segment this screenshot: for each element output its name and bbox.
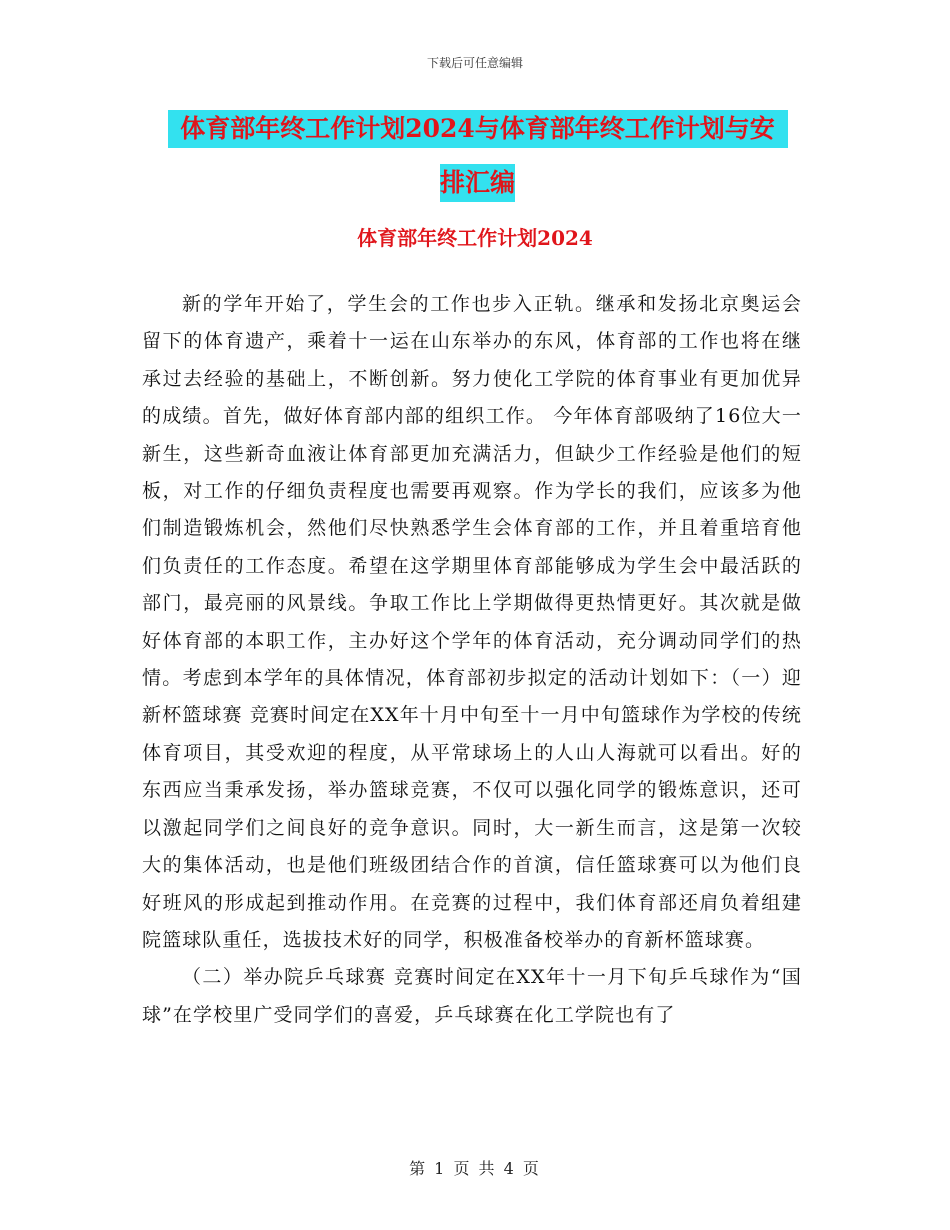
body-text [142, 286, 802, 1034]
section-title: 体育部年终工作计划2024 [357, 226, 593, 250]
page-footer: 第 1 页 共 4 页 [409, 1159, 541, 1178]
paragraph-2: （二）举办院乒乓球赛 竞赛时间定在XX年十一月下旬乒乓球作为“国球”在学校里广受同学们的喜爱，乒乓球赛在化工学院也有了 [142, 966, 802, 1026]
page-header: 下载后可任意编辑 [426, 56, 523, 70]
title-line-1: 体育部年终工作计划2024与体育部年终工作计划与安 [168, 110, 788, 148]
title-line-2: 排汇编 [440, 164, 515, 202]
paragraph-1: 新的学年开始了，学生会的工作也步入正轨。继承和发扬北京奥运会留下的体育遗产，乘着十一运在山东举办的东风，体育部的工作也将在继承过去经验的基础上，不断创新。努力使化工学院的体育事业有更加优异的成绩。首先，做好体育部内部的组织工作。 今年体育部吸纳了16位大一新生，这些新奇血液让体育部更加充满活力，但缺少工作经验是他们的短板，对工作的仔细负责程度也需要再观察。作为学长的我们，应该多为他们制造锻炼机会，然他们尽快熟悉学生会体育部的工作，并且着重培育他们负责任的工作态度。希望在这学期里体育部能够成为学生会中最活跃的部门，最亮丽的风景线。争取工作比上学期做得更热情更好。其次就是做好体育部的本职工作，主办好这个学年的体育活动，充分调动同学们的热情。考虑到本学年的具体情况，体育部初步拟定的活动计划如下：（一）迎新杯篮球赛 竞赛时间定在XX年十月中旬至十一月中旬篮球作为学校的传统体育项目，其受欢迎的程度，从平常球场上的人山人海就可以看出。好的东西应当秉承发扬，举办篮球竞赛，不仅可以强化同学的锻炼意识，还可以激起同学们之间良好的竞争意识。同时，大一新生而言，这是第一次较大的集体活动，也是他们班级团结合作的首演，信任篮球赛可以为他们良好班风的形成起到推动作用。在竞赛的过程中，我们体育部还肩负着组建院篮球队重任，选拔技术好的同学，积极准备校举办的育新杯篮球赛。 [142, 293, 802, 951]
document-title [145, 110, 810, 202]
